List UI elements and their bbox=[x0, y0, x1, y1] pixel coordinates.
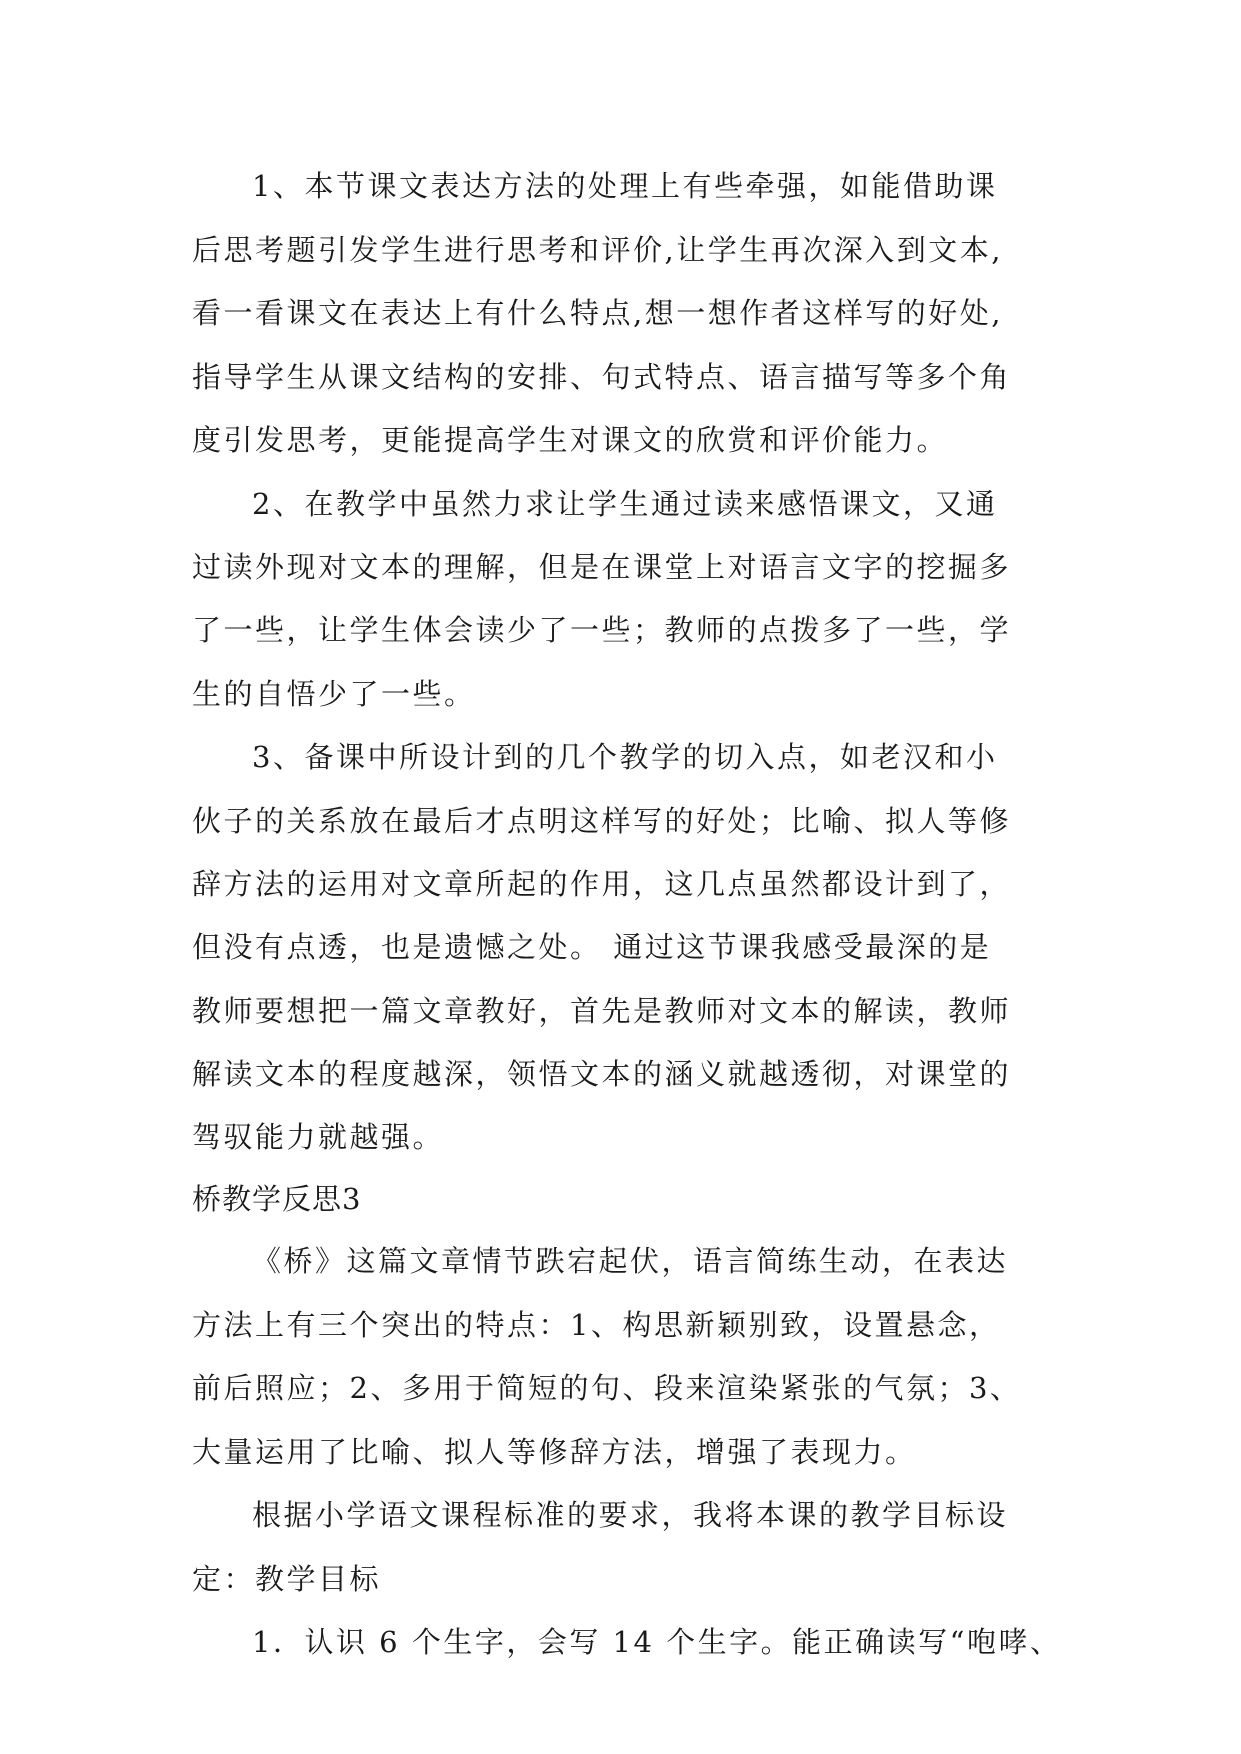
paragraph-2-line-2: 过读外现对文本的理解，但是在课堂上对语言文字的挖掘多 bbox=[192, 550, 1012, 584]
paragraph-5-line-2: 定：教学目标 bbox=[192, 1562, 382, 1596]
paragraph-3-line-4: 但没有点透，也是遗憾之处。 通过这节课我感受最深的是 bbox=[192, 930, 992, 964]
paragraph-3-line-6: 解读文本的程度越深，领悟文本的涵义就越透彻，对课堂的 bbox=[192, 1057, 1012, 1091]
paragraph-1-line-3: 看一看课文在表达上有什么特点,想一想作者这样写的好处, bbox=[192, 296, 1003, 330]
paragraph-3-line-7: 驾驭能力就越强。 bbox=[192, 1120, 445, 1154]
paragraph-2-line-1: 2、在教学中虽然力求让学生通过读来感悟课文，又通 bbox=[252, 487, 998, 521]
paragraph-1-line-4: 指导学生从课文结构的安排、句式特点、语言描写等多个角 bbox=[192, 360, 1012, 394]
paragraph-3-line-3: 辞方法的运用对文章所起的作用，这几点虽然都设计到了， bbox=[192, 867, 1012, 901]
paragraph-1-line-1: 1、本节课文表达方法的处理上有些牵强，如能借助课 bbox=[252, 169, 998, 203]
paragraph-2-line-4: 生的自悟少了一些。 bbox=[192, 677, 476, 711]
paragraph-4-line-1: 《桥》这篇文章情节跌宕起伏，语言简练生动，在表达 bbox=[252, 1244, 1009, 1278]
paragraph-3-line-2: 伙子的关系放在最后才点明这样写的好处；比喻、拟人等修 bbox=[192, 804, 1012, 838]
paragraph-3-line-5: 教师要想把一篇文章教好，首先是教师对文本的解读，教师 bbox=[192, 994, 1012, 1028]
paragraph-4-line-4: 大量运用了比喻、拟人等修辞方法，增强了表现力。 bbox=[192, 1435, 917, 1469]
paragraph-1-line-2: 后思考题引发学生进行思考和评价,让学生再次深入到文本, bbox=[192, 233, 1003, 267]
section-heading: 桥教学反思3 bbox=[192, 1182, 362, 1216]
paragraph-4-line-2: 方法上有三个突出的特点：1、构思新颖别致，设置悬念， bbox=[192, 1308, 1001, 1342]
paragraph-5-line-1: 根据小学语文课程标准的要求，我将本课的教学目标设 bbox=[252, 1498, 1009, 1532]
paragraph-1-line-5: 度引发思考，更能提高学生对课文的欣赏和评价能力。 bbox=[192, 423, 949, 457]
paragraph-6-line-1: 1．认识 6 个生字，会写 14 个生字。能正确读写“咆哮、 bbox=[252, 1625, 1062, 1659]
paragraph-2-line-3: 了一些，让学生体会读少了一些；教师的点拨多了一些，学 bbox=[192, 613, 1012, 647]
paragraph-4-line-3: 前后照应；2、多用于简短的句、段来渲染紧张的气氛；3、 bbox=[192, 1371, 1022, 1405]
paragraph-3-line-1: 3、备课中所设计到的几个教学的切入点，如老汉和小 bbox=[252, 740, 998, 774]
